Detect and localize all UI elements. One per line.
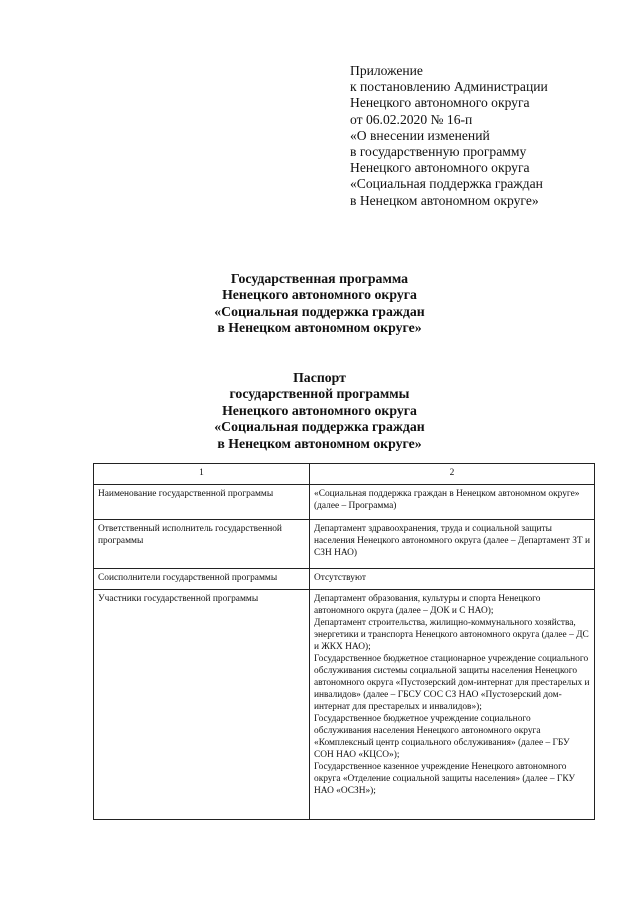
appendix-line: к постановлению Администрации [350,79,548,95]
row-value [310,520,595,569]
table-row [94,569,595,590]
row-label: Наименование государственной программы [94,485,310,520]
passport-title [0,370,639,452]
row-value [310,590,595,820]
appendix-line: «Социальная поддержка граждан [350,176,543,192]
row-value-paragraph: «Социальная поддержка граждан в Ненецком автономном округе» (далее – Программа) [314,489,580,511]
row-value [310,569,595,590]
row-value-paragraph: Государственное бюджетное стационарное учреждение социального обслуживания системы социальной защиты населения Ненецкого автономного округа «Пустозерский дом-интернат для престарелых и инвалидов» (далее – ГБСУ СОС СЗ НАО «Пустозерский дом-интернат для престарелых и инвалидов»); [314,654,590,712]
table-row [94,485,595,520]
row-label: Ответственный исполнитель государственной программы [94,520,310,569]
passport-title-line: в Ненецком автономном округе» [217,435,422,451]
row-value-paragraph: Государственное казенное учреждение Ненецкого автономного округа «Отделение социальной защиты населения» (далее – ГКУ НАО «ОСЗН»); [314,762,576,796]
appendix-line: Ненецкого автономного округа [350,160,530,176]
table-row [94,520,595,569]
row-label: Участники государственной программы [94,590,310,820]
program-title [0,271,639,337]
program-title-line: Ненецкого автономного округа [222,287,417,303]
row-value [310,485,595,520]
passport-title-line: Ненецкого автономного округа [222,402,417,418]
row-value-paragraph: Отсутствуют [314,573,366,583]
program-title-line: Государственная программа [230,271,409,286]
table-header-cell: 1 [94,464,310,485]
row-value-paragraph: Департамент образования, культуры и спорта Ненецкого автономного округа (далее – ДОК и С НАО); [314,594,541,616]
passport-title-line: государственной программы [229,386,410,402]
row-value-paragraph: Департамент строительства, жилищно-коммунального хозяйства, энергетики и транспорта Ненецкого автономного округа (далее – ДС и ЖКХ НАО); [314,618,589,652]
appendix-line: «О внесении изменений [350,127,490,143]
appendix-line: Приложение [350,63,423,78]
table-row [94,590,595,820]
table-header-cell: 2 [310,464,595,485]
passport-title-line: «Социальная поддержка граждан [214,419,425,435]
row-value-paragraph: Государственное бюджетное учреждение социального обслуживания населения Ненецкого автономного округа «Комплексный центр социального обслуживания» (далее – ГБУ СОН НАО «КЦСО»); [314,714,570,760]
appendix-block [350,63,635,209]
appendix-line: от 06.02.2020 № 16-п [350,111,473,127]
passport-table [93,463,595,820]
passport-title-line: Паспорт [293,370,346,385]
program-title-line: «Социальная поддержка граждан [214,303,425,319]
row-value-paragraph: Департамент здравоохранения, труда и социальной защиты населения Ненецкого автономного округа (далее – Департамент ЗТ и СЗН НАО) [314,524,590,558]
program-title-line: в Ненецком автономном округе» [217,320,422,336]
table-header-row [94,464,595,485]
appendix-line: в Ненецком автономном округе» [350,192,539,208]
row-label: Соисполнители государственной программы [94,569,310,590]
appendix-line: в государственную программу [350,144,527,160]
appendix-line: Ненецкого автономного округа [350,95,530,111]
